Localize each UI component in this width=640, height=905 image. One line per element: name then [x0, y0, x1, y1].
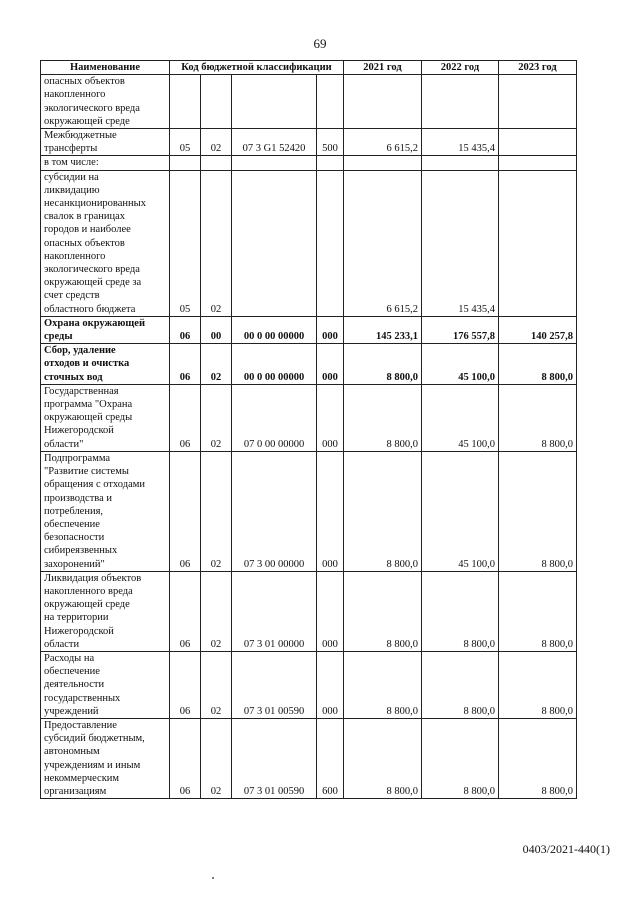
expense-type-cell	[317, 75, 344, 129]
table-body	[41, 75, 577, 799]
subsection-code-cell: 02	[201, 651, 232, 718]
header-2023: 2023 год	[499, 61, 577, 75]
subsection-code-cell: 02	[201, 384, 232, 451]
subsection-code-cell: 02	[201, 718, 232, 798]
section-code-cell: 06	[170, 451, 201, 571]
value-2021-cell: 6 615,2	[344, 170, 422, 316]
target-code-cell	[232, 170, 317, 316]
value-2023-cell	[499, 129, 577, 156]
header-code: Код бюджетной классификации	[170, 61, 344, 75]
value-2022-cell: 45 100,0	[422, 384, 499, 451]
section-code-cell	[170, 75, 201, 129]
table-row	[41, 384, 577, 451]
expense-type-cell: 000	[317, 571, 344, 651]
page-number: 69	[313, 36, 327, 51]
table-row	[41, 718, 577, 798]
target-code-cell: 07 3 01 00590	[232, 651, 317, 718]
target-code-cell: 07 3 01 00590	[232, 718, 317, 798]
value-2022-cell: 15 435,4	[422, 129, 499, 156]
expense-type-cell	[317, 156, 344, 170]
subsection-code-cell	[201, 156, 232, 170]
section-code-cell: 06	[170, 571, 201, 651]
row-name-cell: опасных объектов накопленного экологического вреда окружающей среде	[41, 75, 170, 129]
section-code-cell: 06	[170, 384, 201, 451]
header-name: Наименование	[41, 61, 170, 75]
value-2021-cell: 8 800,0	[344, 571, 422, 651]
row-name-cell: Предоставление субсидий бюджетным, автономным учреждениям и иным некоммерческим организациям	[41, 718, 170, 798]
value-2021-cell: 8 800,0	[344, 384, 422, 451]
expense-type-cell: 600	[317, 718, 344, 798]
expense-type-cell: 000	[317, 451, 344, 571]
value-2021-cell: 8 800,0	[344, 344, 422, 385]
table-header-row	[41, 61, 577, 75]
expense-type-cell: 000	[317, 651, 344, 718]
value-2023-cell: 8 800,0	[499, 651, 577, 718]
expense-type-cell: 500	[317, 129, 344, 156]
row-name-cell: Межбюджетные трансферты	[41, 129, 170, 156]
header-2022: 2022 год	[422, 61, 499, 75]
target-code-cell: 07 3 G1 52420	[232, 129, 317, 156]
value-2022-cell	[422, 156, 499, 170]
row-name-cell: Государственная программа "Охрана окружающей среды Нижегородской области"	[41, 384, 170, 451]
value-2021-cell: 8 800,0	[344, 718, 422, 798]
section-code-cell	[170, 156, 201, 170]
value-2022-cell: 45 100,0	[422, 344, 499, 385]
table-row	[41, 75, 577, 129]
value-2023-cell: 8 800,0	[499, 718, 577, 798]
section-code-cell: 06	[170, 651, 201, 718]
row-name-cell: Расходы на обеспечение деятельности государственных учреждений	[41, 651, 170, 718]
row-name-cell: Подпрограмма "Развитие системы обращения с отходами производства и потребления, обеспечение безопасности сибиреязвенных захоронений"	[41, 451, 170, 571]
row-name-cell: в том числе:	[41, 156, 170, 170]
target-code-cell: 00 0 00 00000	[232, 344, 317, 385]
expense-type-cell	[317, 170, 344, 316]
value-2021-cell: 6 615,2	[344, 129, 422, 156]
value-2023-cell	[499, 75, 577, 129]
table-row	[41, 129, 577, 156]
target-code-cell: 07 3 01 00000	[232, 571, 317, 651]
subsection-code-cell: 00	[201, 316, 232, 343]
value-2022-cell: 8 800,0	[422, 718, 499, 798]
subsection-code-cell: 02	[201, 129, 232, 156]
table-row	[41, 651, 577, 718]
value-2021-cell: 145 233,1	[344, 316, 422, 343]
value-2023-cell: 8 800,0	[499, 344, 577, 385]
row-name-cell: Ликвидация объектов накопленного вреда окружающей среде на территории Нижегородской области	[41, 571, 170, 651]
expense-type-cell: 000	[317, 344, 344, 385]
value-2023-cell	[499, 156, 577, 170]
value-2023-cell	[499, 170, 577, 316]
target-code-cell: 07 3 00 00000	[232, 451, 317, 571]
subsection-code-cell	[201, 75, 232, 129]
section-code-cell: 05	[170, 170, 201, 316]
value-2021-cell	[344, 75, 422, 129]
table-row	[41, 156, 577, 170]
header-2021: 2021 год	[344, 61, 422, 75]
value-2023-cell: 8 800,0	[499, 571, 577, 651]
value-2022-cell: 45 100,0	[422, 451, 499, 571]
scan-artifact	[212, 877, 214, 879]
section-code-cell: 06	[170, 718, 201, 798]
section-code-cell: 06	[170, 344, 201, 385]
row-name-cell: Охрана окружающей среды	[41, 316, 170, 343]
value-2022-cell: 8 800,0	[422, 571, 499, 651]
budget-table	[40, 60, 577, 799]
expense-type-cell: 000	[317, 384, 344, 451]
expense-type-cell: 000	[317, 316, 344, 343]
row-name-cell: Сбор, удаление отходов и очистка сточных вод	[41, 344, 170, 385]
subsection-code-cell: 02	[201, 170, 232, 316]
value-2021-cell: 8 800,0	[344, 451, 422, 571]
value-2021-cell	[344, 156, 422, 170]
value-2022-cell: 8 800,0	[422, 651, 499, 718]
row-name-cell: субсидии на ликвидацию несанкционированных свалок в границах городов и наиболее опасных объектов накопленного экологического вреда окружающей среде за счет средств областного бюджета	[41, 170, 170, 316]
value-2022-cell: 15 435,4	[422, 170, 499, 316]
target-code-cell	[232, 156, 317, 170]
target-code-cell: 00 0 00 00000	[232, 316, 317, 343]
section-code-cell: 06	[170, 316, 201, 343]
table-row	[41, 571, 577, 651]
value-2021-cell: 8 800,0	[344, 651, 422, 718]
value-2023-cell: 140 257,8	[499, 316, 577, 343]
subsection-code-cell: 02	[201, 571, 232, 651]
section-code-cell: 05	[170, 129, 201, 156]
table-row	[41, 451, 577, 571]
table-row	[41, 170, 577, 316]
value-2023-cell: 8 800,0	[499, 384, 577, 451]
subsection-code-cell: 02	[201, 344, 232, 385]
value-2022-cell	[422, 75, 499, 129]
subsection-code-cell: 02	[201, 451, 232, 571]
value-2023-cell: 8 800,0	[499, 451, 577, 571]
target-code-cell	[232, 75, 317, 129]
value-2022-cell: 176 557,8	[422, 316, 499, 343]
table-row	[41, 316, 577, 343]
table-row	[41, 344, 577, 385]
target-code-cell: 07 0 00 00000	[232, 384, 317, 451]
document-code: 0403/2021-440(1)	[522, 842, 610, 856]
